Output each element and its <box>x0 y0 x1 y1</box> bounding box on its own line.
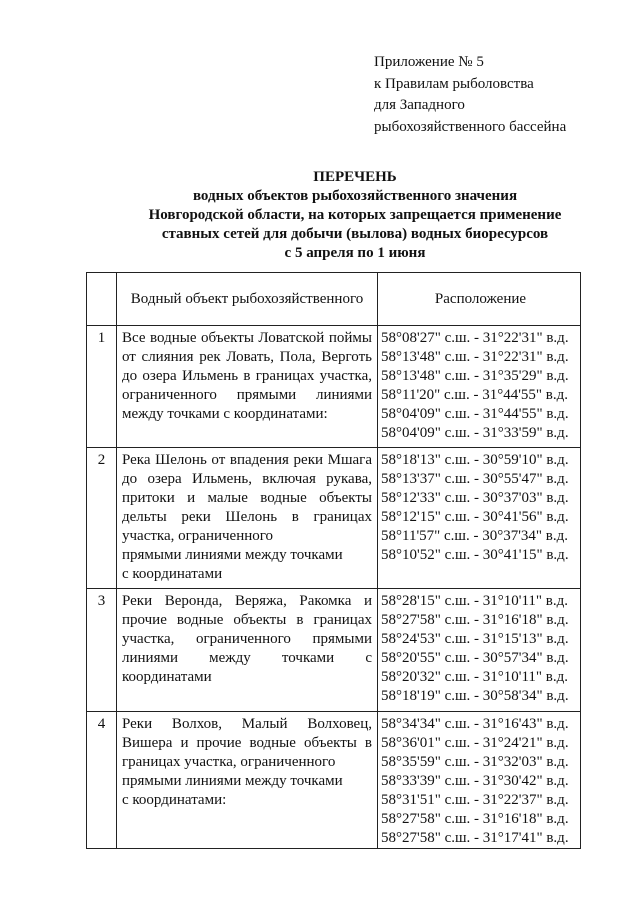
coordinate-line: 58°20'32" с.ш. - 31°10'11" в.д. <box>381 669 569 685</box>
title-line-1: ПЕРЕЧЕНЬ <box>313 169 397 185</box>
coordinates-cell <box>378 589 581 712</box>
coordinates-cell <box>378 712 581 849</box>
object-text: с координатами <box>122 566 223 582</box>
object-description <box>117 448 378 589</box>
coordinate-line: 58°13'48" с.ш. - 31°35'29" в.д. <box>381 368 569 384</box>
header-num-cell <box>87 273 117 326</box>
coordinate-line: 58°11'57" с.ш. - 30°37'34" в.д. <box>381 528 569 544</box>
row-number: 3 <box>87 589 117 712</box>
coordinate-line: 58°12'15" с.ш. - 30°41'56" в.д. <box>381 509 569 525</box>
coordinate-line: 58°27'58" с.ш. - 31°16'18" в.д. <box>381 612 569 628</box>
coordinate-line: 58°13'37" с.ш. - 30°55'47" в.д. <box>381 471 569 487</box>
row-number: 2 <box>87 448 117 589</box>
row-number: 4 <box>87 712 117 849</box>
row-number: 1 <box>87 326 117 448</box>
title-line-3: Новгородской области, на которых запрещается применение <box>148 207 562 223</box>
coordinate-line: 58°18'19" с.ш. - 30°58'34" в.д. <box>381 688 569 704</box>
coordinate-line: 58°04'09" с.ш. - 31°33'59" в.д. <box>381 425 569 441</box>
table-row <box>87 589 581 712</box>
coordinates-cell <box>378 326 581 448</box>
coordinate-line: 58°24'53" с.ш. - 31°15'13" в.д. <box>381 631 569 647</box>
appendix-line-1: Приложение № 5 <box>374 54 484 70</box>
header-object-cell: Водный объект рыбохозяйственного <box>117 273 378 326</box>
appendix-line-4: рыбохозяйственного бассейна <box>374 118 567 135</box>
coordinate-line: 58°11'20" с.ш. - 31°44'55" в.д. <box>381 387 569 403</box>
coordinate-line: 58°33'39" с.ш. - 31°30'42" в.д. <box>381 773 569 789</box>
coordinate-line: 58°35'59" с.ш. - 31°32'03" в.д. <box>381 754 569 770</box>
title-line-4: ставных сетей для добычи (вылова) водных биоресурсов <box>161 226 549 242</box>
coordinate-line: 58°18'13" с.ш. - 30°59'10" в.д. <box>381 452 569 468</box>
coordinate-line: 58°34'34" с.ш. - 31°16'43" в.д. <box>381 716 569 732</box>
coordinate-line: 58°27'58" с.ш. - 31°17'41" в.д. <box>381 830 569 846</box>
title-line-2: водных объектов рыбохозяйственного значения <box>192 188 518 204</box>
coordinate-line: 58°20'55" с.ш. - 30°57'34" в.д. <box>381 650 569 666</box>
coordinate-line: 58°12'33" с.ш. - 30°37'03" в.д. <box>381 490 569 506</box>
object-text: с координатами: <box>122 792 227 808</box>
coordinates-cell <box>378 448 581 589</box>
appendix-block <box>374 52 566 138</box>
coordinate-line: 58°04'09" с.ш. - 31°44'55" в.д. <box>381 406 569 422</box>
table-row <box>87 448 581 589</box>
table-row <box>87 712 581 849</box>
header-location-cell: Расположение <box>378 273 581 326</box>
table-header-row <box>87 273 581 326</box>
water-objects-table <box>86 272 581 849</box>
coordinate-line: 58°10'52" с.ш. - 30°41'15" в.д. <box>381 547 569 563</box>
object-text: Река Шелонь от впадения реки Мшага до озера Ильмень, включая рукава, притоки и малые водные объекты дельты реки Шелонь в границах участка, ограниченного <box>122 452 372 544</box>
object-description: Реки Веронда, Веряжа, Ракомка и прочие водные объекты в границах участка, ограниченного прямыми линиями между точками с координатами <box>117 589 378 712</box>
object-description <box>117 712 378 849</box>
coordinate-line: 58°28'15" с.ш. - 31°10'11" в.д. <box>381 593 569 609</box>
coordinate-line: 58°08'27" с.ш. - 31°22'31" в.д. <box>381 330 569 346</box>
coordinate-line: 58°36'01" с.ш. - 31°24'21" в.д. <box>381 735 569 751</box>
object-text: Реки Волхов, Малый Волховец, Вишера и прочие водные объекты в границах участка, ограниченного <box>122 716 372 770</box>
object-description: Все водные объекты Ловатской поймы от слияния рек Ловать, Пола, Верготь до озера Ильмень в границах участка, ограниченного прямыми линиями между точками с координатами: <box>117 326 378 448</box>
coordinate-line: 58°27'58" с.ш. - 31°16'18" в.д. <box>381 811 569 827</box>
appendix-line-2: к Правилам рыболовства <box>374 75 534 92</box>
title-line-5: с 5 апреля по 1 июня <box>284 245 426 261</box>
object-text: прямыми линиями между точками <box>122 547 343 563</box>
document-title <box>60 168 640 263</box>
appendix-line-3: для Западного <box>374 97 465 113</box>
coordinate-line: 58°31'51" с.ш. - 31°22'37" в.д. <box>381 792 569 808</box>
coordinate-line: 58°13'48" с.ш. - 31°22'31" в.д. <box>381 349 569 365</box>
object-text: прямыми линиями между точками <box>122 773 343 789</box>
table-row <box>87 326 581 448</box>
